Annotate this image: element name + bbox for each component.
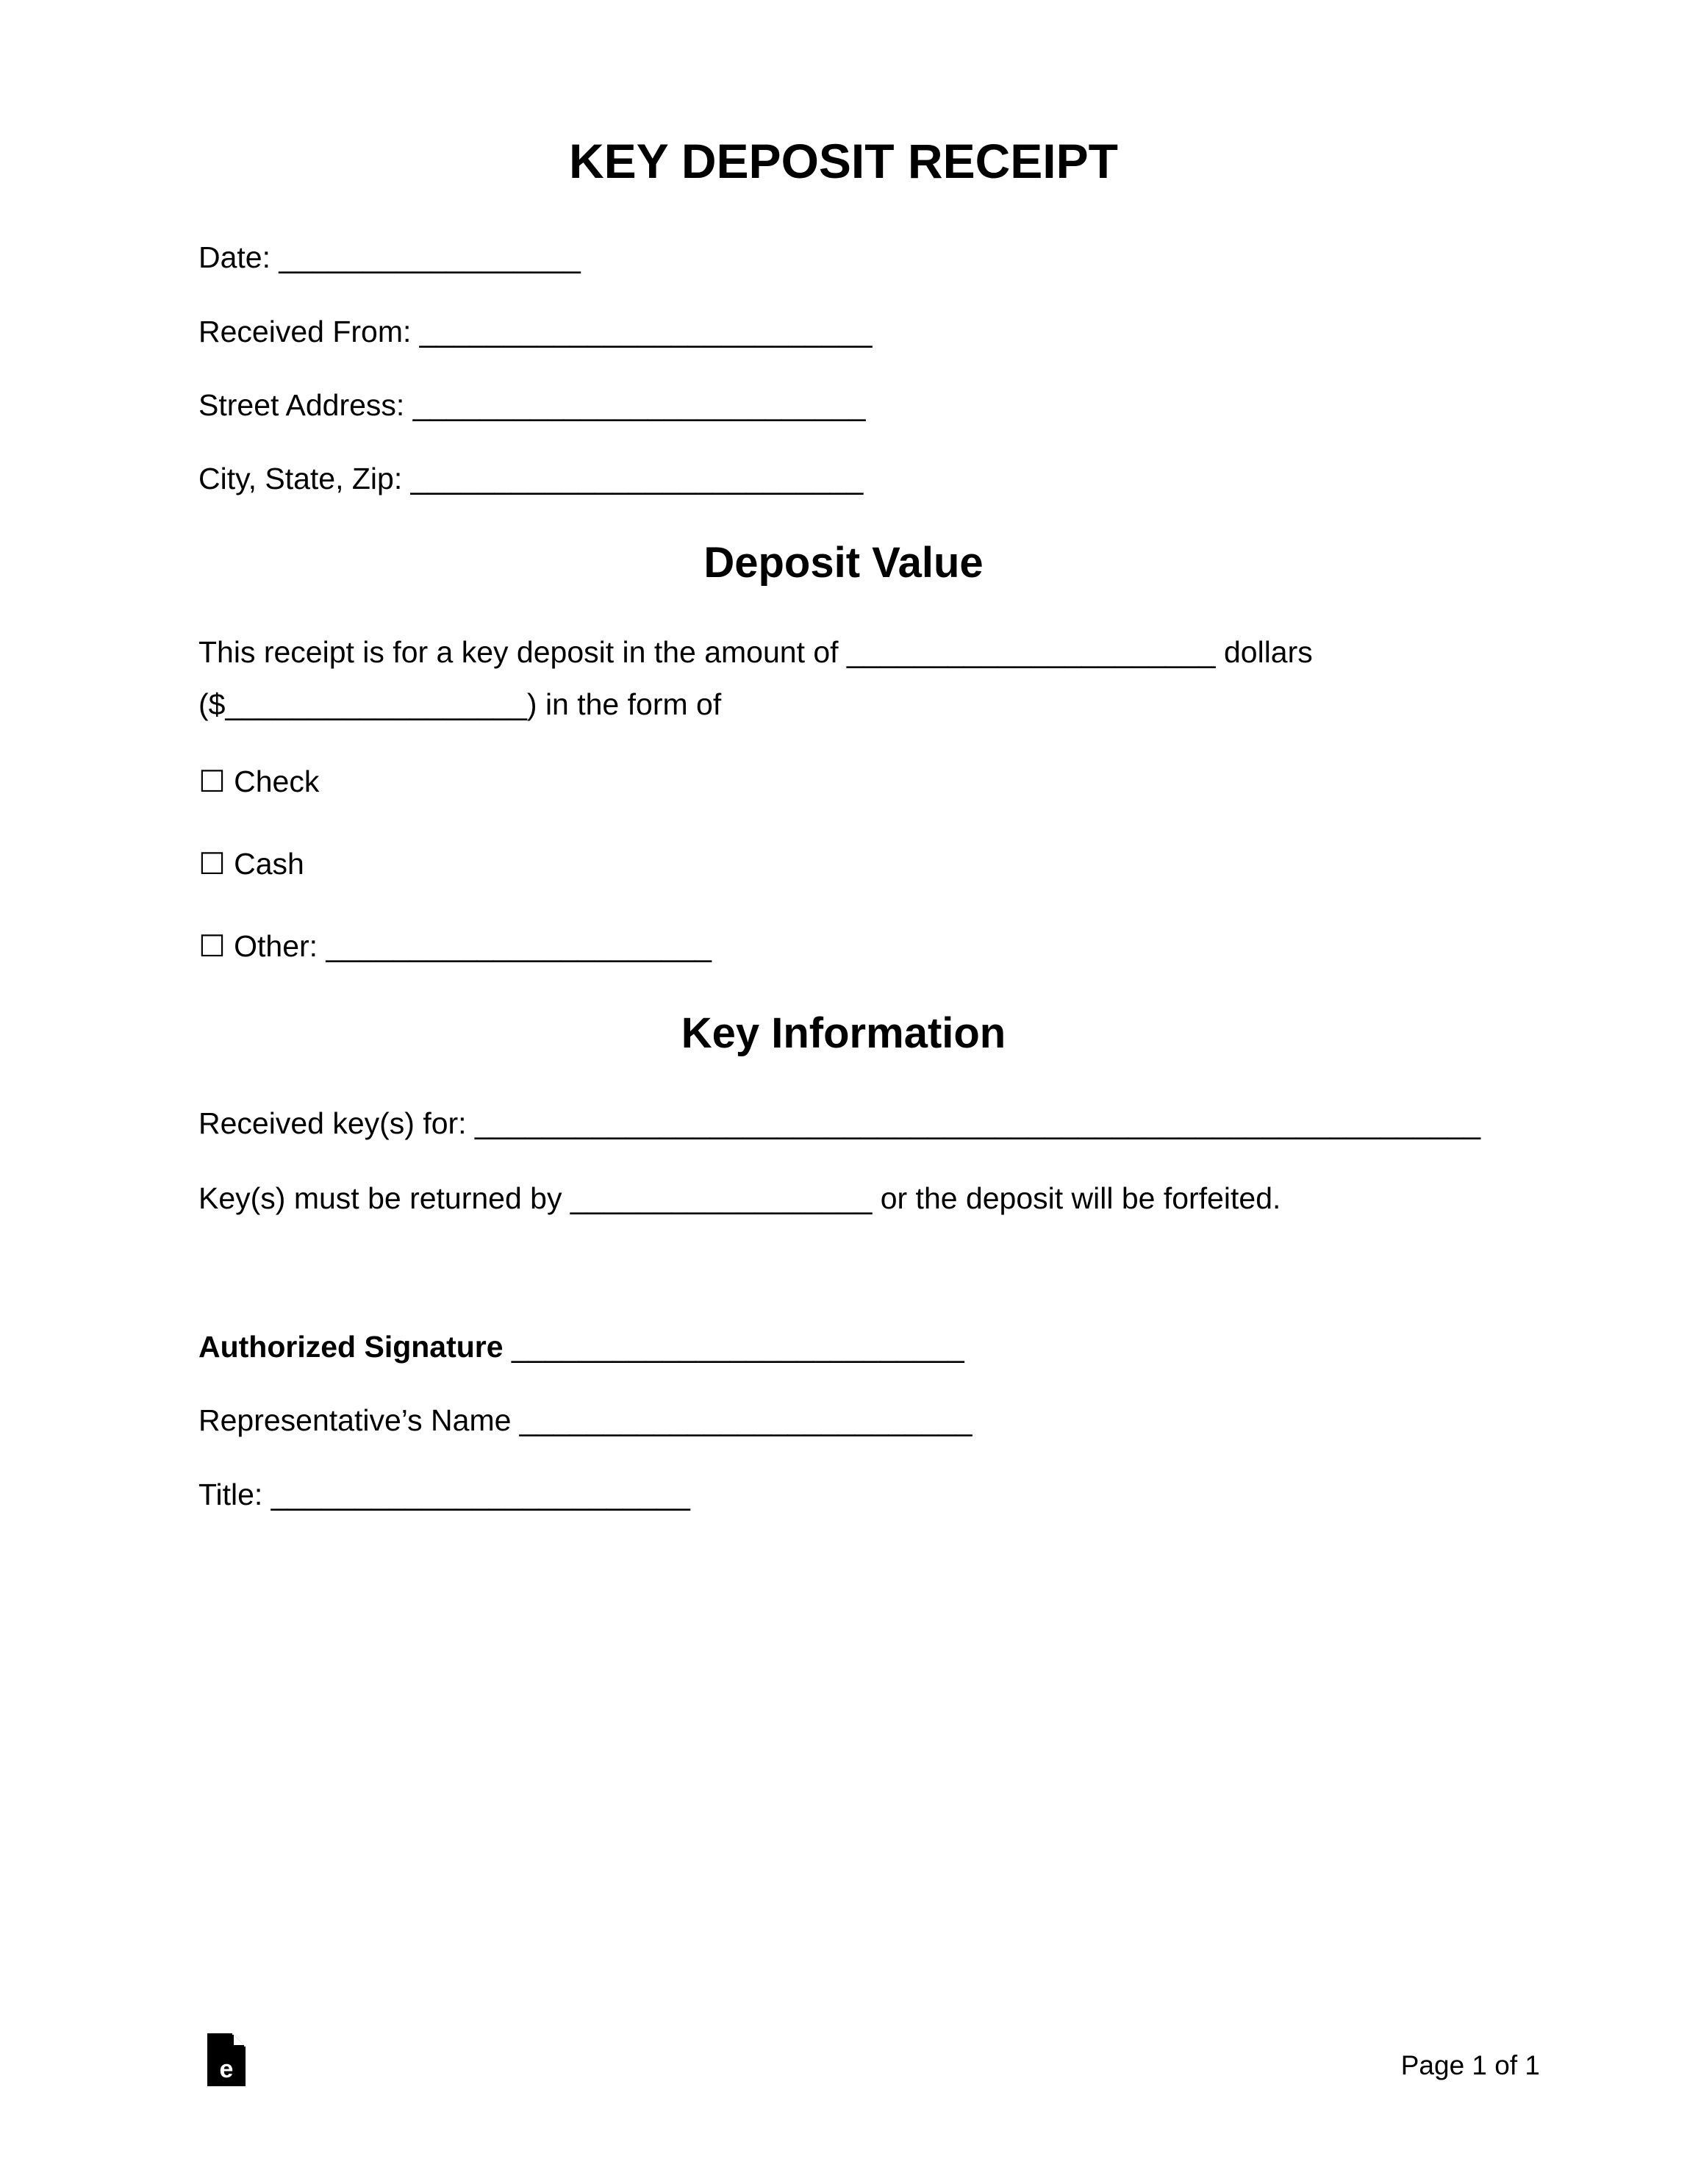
cash-option[interactable]: ☐ Cash bbox=[198, 847, 304, 881]
svg-text:e: e bbox=[219, 2055, 234, 2083]
received-from-field[interactable]: Received From: ___________________________ bbox=[198, 315, 873, 348]
deposit-value-heading: Deposit Value bbox=[703, 539, 984, 587]
other-option[interactable]: ☐ Other: _______________________ bbox=[198, 929, 712, 963]
document-title: KEY DEPOSIT RECEIPT bbox=[569, 134, 1118, 188]
document-e-icon bbox=[207, 2033, 246, 2086]
return-by-field[interactable]: Key(s) must be returned by __________________ or the deposit will be forfeited. bbox=[198, 1181, 1281, 1215]
received-keys-for-field[interactable]: Received key(s) for: ____________________________________________________________ bbox=[198, 1106, 1481, 1140]
city-state-zip-field[interactable]: City, State, Zip: ___________________________ bbox=[198, 462, 864, 495]
street-address-field[interactable]: Street Address: ___________________________ bbox=[198, 388, 866, 422]
authorized-signature-field[interactable] bbox=[198, 1332, 964, 1362]
deposit-form-line[interactable]: ($__________________) in the form of bbox=[198, 687, 722, 721]
date-field[interactable]: Date: __________________ bbox=[198, 240, 581, 274]
authorized-signature-blank[interactable]: ___________________________ bbox=[503, 1330, 964, 1364]
key-information-heading: Key Information bbox=[681, 1009, 1006, 1057]
representative-name-field[interactable]: Representative’s Name ___________________________ bbox=[198, 1403, 973, 1437]
deposit-amount-line[interactable]: This receipt is for a key deposit in the amount of ______________________ dollars bbox=[198, 635, 1313, 669]
authorized-signature-label: Authorized Signature bbox=[198, 1330, 504, 1364]
title-field[interactable]: Title: _________________________ bbox=[198, 1478, 690, 1511]
page-number: Page 1 of 1 bbox=[1400, 2050, 1540, 2080]
check-option[interactable]: ☐ Check bbox=[198, 765, 320, 798]
